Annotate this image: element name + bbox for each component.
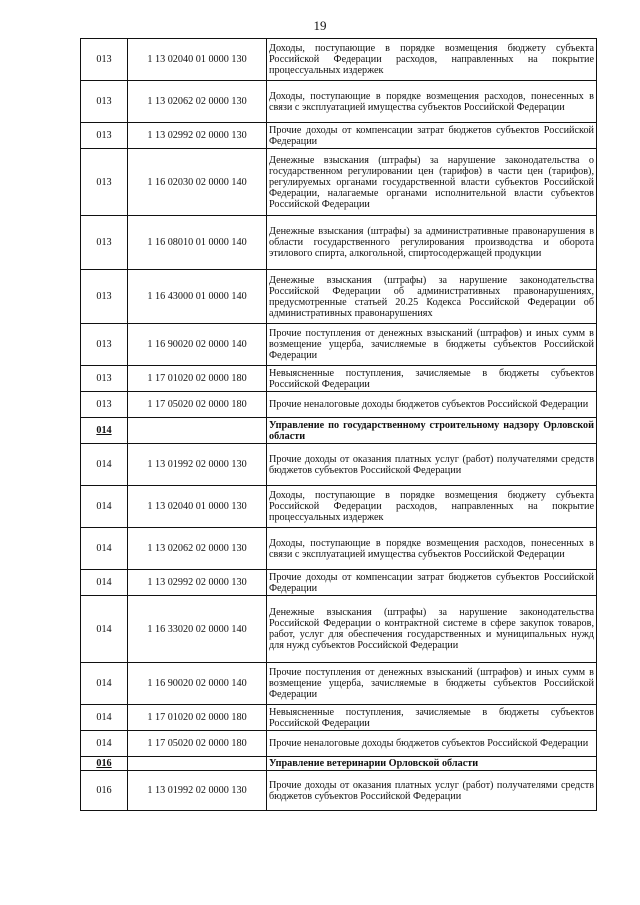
revenue-name-cell: Денежные взыскания (штрафы) за нарушение законодательства Российской Федерации о контрактной системе в сфере закупок товаров, работ, услуг для обеспечения государственных и муниципальных нужд для нужд субъектов Российской Федерации [267, 596, 597, 663]
admin-code-cell: 014 [81, 486, 128, 528]
revenue-name-cell: Доходы, поступающие в порядке возмещения расходов, понесенных в связи с эксплуатацией имущества субъектов Российской Федерации [267, 81, 597, 123]
table-row [81, 392, 597, 418]
revenue-name-cell: Прочие доходы от оказания платных услуг (работ) получателями средств бюджетов субъектов Российской Федерации [267, 771, 597, 811]
revenue-code-cell [128, 418, 267, 444]
admin-code-cell: 013 [81, 270, 128, 324]
revenue-code-cell: 1 16 33020 02 0000 140 [128, 596, 267, 663]
table-row [81, 81, 597, 123]
revenue-name-cell: Денежные взыскания (штрафы) за нарушение законодательства о государственном регулировании цен (тарифов) в части цен (тарифов), регулируемых органами государственной власти субъектов Российской Федерации, налагаемые органами исполнительной власти субъектов Российской Федерации [267, 149, 597, 216]
revenue-code-cell: 1 13 02040 01 0000 130 [128, 39, 267, 81]
revenue-code-cell: 1 13 02992 02 0000 130 [128, 570, 267, 596]
admin-code-cell: 013 [81, 366, 128, 392]
revenue-name-cell: Прочие доходы от компенсации затрат бюджетов субъектов Российской Федерации [267, 123, 597, 149]
table-row [81, 528, 597, 570]
admin-code-cell: 013 [81, 324, 128, 366]
table-body [81, 39, 597, 811]
revenue-code-cell: 1 13 01992 02 0000 130 [128, 444, 267, 486]
table-row [81, 444, 597, 486]
revenue-code-cell: 1 16 02030 02 0000 140 [128, 149, 267, 216]
revenue-name-cell: Прочие поступления от денежных взысканий (штрафов) и иных сумм в возмещение ущерба, зачисляемые в бюджеты субъектов Российской Федерации [267, 663, 597, 705]
revenue-code-cell: 1 17 05020 02 0000 180 [128, 392, 267, 418]
revenue-name-cell: Управление ветеринарии Орловской области [267, 757, 597, 771]
revenue-name-cell: Прочие доходы от компенсации затрат бюджетов субъектов Российской Федерации [267, 570, 597, 596]
admin-code-cell: 014 [81, 528, 128, 570]
admin-code-cell: 014 [81, 596, 128, 663]
revenue-name-cell: Денежные взыскания (штрафы) за нарушение законодательства Российской Федерации об административных правонарушениях, предусмотренные статьей 20.25 Кодекса Российской Федерации об административных правонарушениях [267, 270, 597, 324]
revenue-code-cell: 1 17 01020 02 0000 180 [128, 366, 267, 392]
revenue-name-cell: Прочие неналоговые доходы бюджетов субъектов Российской Федерации [267, 392, 597, 418]
table-row [81, 570, 597, 596]
admin-code-cell: 013 [81, 81, 128, 123]
revenue-code-cell: 1 16 43000 01 0000 140 [128, 270, 267, 324]
revenue-name-cell: Доходы, поступающие в порядке возмещения расходов, понесенных в связи с эксплуатацией имущества субъектов Российской Федерации [267, 528, 597, 570]
page-number: 19 [313, 18, 327, 33]
admin-code-cell: 016 [81, 771, 128, 811]
revenue-code-cell: 1 13 02992 02 0000 130 [128, 123, 267, 149]
revenue-name-cell: Доходы, поступающие в порядке возмещения бюджету субъекта Российской Федерации расходов, направленных на покрытие процессуальных издержек [267, 39, 597, 81]
table-row [81, 705, 597, 731]
revenue-code-cell: 1 16 08010 01 0000 140 [128, 216, 267, 270]
revenue-code-cell: 1 13 01992 02 0000 130 [128, 771, 267, 811]
revenue-name-cell: Невыясненные поступления, зачисляемые в бюджеты субъектов Российской Федерации [267, 366, 597, 392]
table-row [81, 731, 597, 757]
admin-code-cell: 014 [81, 731, 128, 757]
table-row [81, 663, 597, 705]
table-row [81, 216, 597, 270]
admin-code-cell: 013 [81, 123, 128, 149]
revenue-code-cell: 1 16 90020 02 0000 140 [128, 324, 267, 366]
revenue-code-cell: 1 13 02062 02 0000 130 [128, 81, 267, 123]
revenue-code-cell: 1 17 01020 02 0000 180 [128, 705, 267, 731]
revenue-code-cell: 1 13 02040 01 0000 130 [128, 486, 267, 528]
revenue-code-cell: 1 13 02062 02 0000 130 [128, 528, 267, 570]
admin-code-cell: 013 [81, 392, 128, 418]
revenue-code-cell [128, 757, 267, 771]
revenue-code-cell: 1 16 90020 02 0000 140 [128, 663, 267, 705]
table-row [81, 39, 597, 81]
admin-code-cell: 014 [81, 705, 128, 731]
table-row [81, 366, 597, 392]
table-row [81, 123, 597, 149]
admin-code-cell: 014 [81, 418, 128, 444]
admin-code-cell: 013 [81, 149, 128, 216]
table-row [81, 596, 597, 663]
revenue-name-cell: Доходы, поступающие в порядке возмещения бюджету субъекта Российской Федерации расходов, направленных на покрытие процессуальных издержек [267, 486, 597, 528]
table-row [81, 270, 597, 324]
admin-code-cell: 014 [81, 444, 128, 486]
section-header-row [81, 418, 597, 444]
table-row [81, 486, 597, 528]
table-row [81, 324, 597, 366]
admin-code-cell: 014 [81, 570, 128, 596]
revenue-name-cell: Прочие поступления от денежных взысканий (штрафов) и иных сумм в возмещение ущерба, зачисляемые в бюджеты субъектов Российской Федерации [267, 324, 597, 366]
admin-code-cell: 016 [81, 757, 128, 771]
section-header-row [81, 757, 597, 771]
table-row [81, 149, 597, 216]
revenue-name-cell: Денежные взыскания (штрафы) за административные правонарушения в области государственного регулирования производства и оборота этилового спирта, алкогольной, спиртосодержащей продукции [267, 216, 597, 270]
admin-code-cell: 013 [81, 216, 128, 270]
revenue-name-cell: Управление по государственному строительному надзору Орловской области [267, 418, 597, 444]
budget-revenue-table [80, 38, 597, 811]
admin-code-cell: 013 [81, 39, 128, 81]
admin-code-cell: 014 [81, 663, 128, 705]
revenue-name-cell: Прочие неналоговые доходы бюджетов субъектов Российской Федерации [267, 731, 597, 757]
revenue-name-cell: Невыясненные поступления, зачисляемые в бюджеты субъектов Российской Федерации [267, 705, 597, 731]
table-row [81, 771, 597, 811]
revenue-name-cell: Прочие доходы от оказания платных услуг (работ) получателями средств бюджетов субъектов Российской Федерации [267, 444, 597, 486]
revenue-code-cell: 1 17 05020 02 0000 180 [128, 731, 267, 757]
